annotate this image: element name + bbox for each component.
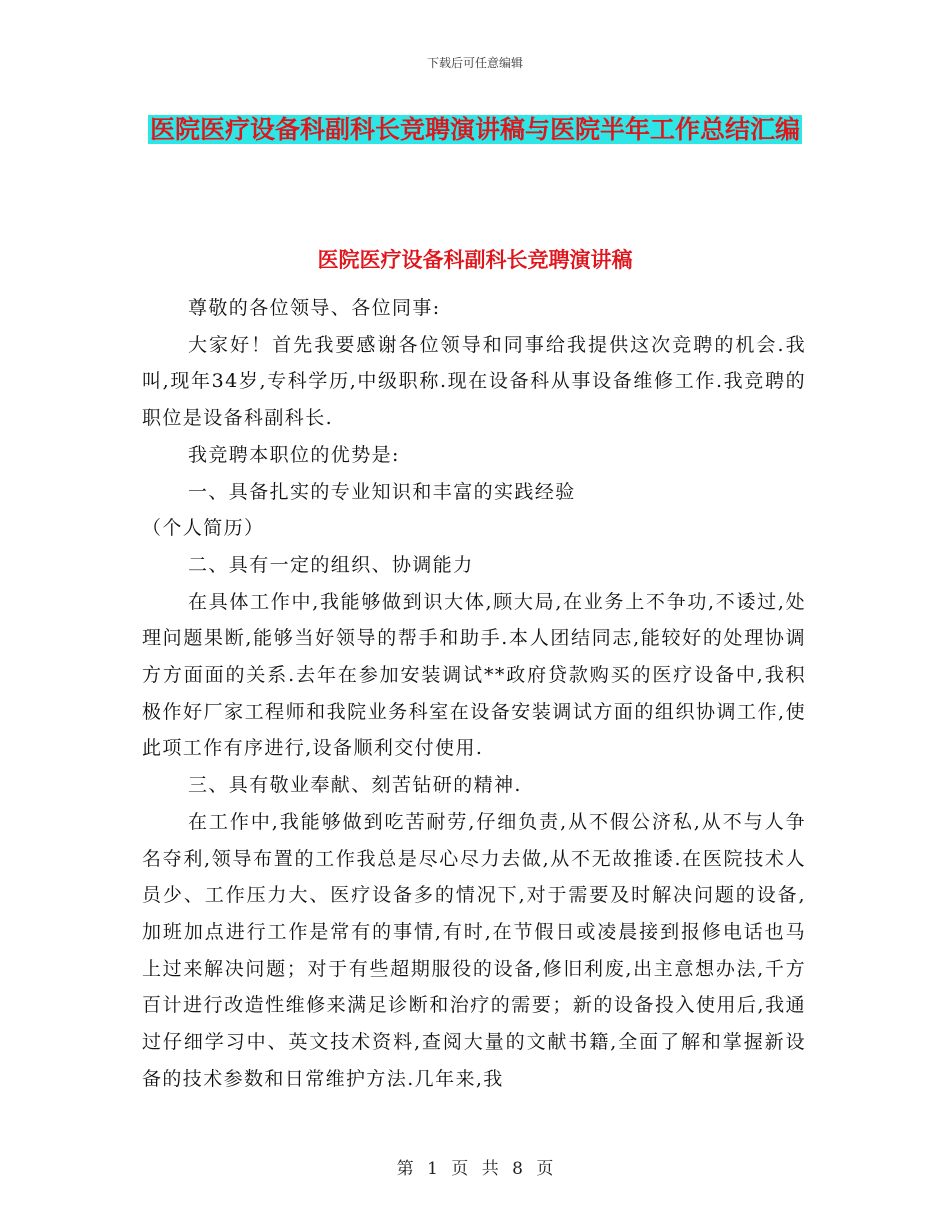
paragraph-organization: 在具体工作中,我能够做到识大体,顾大局,在业务上不争功,不诿过,处理问题果断,能够当好领导的帮手和助手.本人团结同志,能较好的处理协调方方面面的关系.去年在参加安装调试**政府贷款购买的医疗设备中,我积极作好厂家工程师和我院业务科室在设备安装调试方面的组织协调工作,使此项工作有序进行,设备顺利交付使用.: [142, 590, 806, 760]
heading-point-two: 二、具有一定的组织、协调能力: [188, 553, 474, 576]
salutation: 尊敬的各位领导、各位同事:: [188, 297, 441, 319]
heading-point-three: 三、具有敬业奉献、刻苦钻研的精神.: [188, 774, 522, 797]
document-title-text: 医院医疗设备科副科长竞聘演讲稿与医院半年工作总结汇编: [149, 115, 800, 144]
document-body: [142, 290, 806, 1097]
paragraph-advantages: 我竞聘本职位的优势是:: [188, 443, 400, 466]
paragraph-intro: 大家好！首先我要感谢各位领导和同事给我提供这次竞聘的机会.我叫,现年34岁,专科学历,中级职称.现在设备科从事设备维修工作.我竞聘的职位是设备科副科长.: [142, 333, 806, 430]
section-title: 医院医疗设备科副科长竞聘演讲稿: [317, 247, 633, 272]
resume-note: （个人简历）: [142, 517, 265, 540]
document-title: [140, 106, 810, 154]
header-note: 下载后可任意编辑: [426, 56, 523, 70]
page-footer: 第 1 页 共 8 页: [396, 1159, 554, 1179]
paragraph-dedication: 在工作中,我能够做到吃苦耐劳,仔细负责,从不假公济私,从不与人争名夺利,领导布置的工作我总是尽心尽力去做,从不无故推诿.在医院技术人员少、工作压力大、医疗设备多的情况下,对于需要及时解决问题的设备,加班加点进行工作是常有的事情,有时,在节假日或凌晨接到报修电话也马上过来解决问题；对于有些超期服役的设备,修旧利废,出主意想办法,千方百计进行改造性维修来满足诊断和治疗的需要；新的设备投入使用后,我通过仔细学习中、英文技术资料,查阅大量的文献书籍,全面了解和掌握新设备的技术参数和日常维护方法.几年来,我: [142, 810, 806, 1090]
heading-point-one: 一、具备扎实的专业知识和丰富的实践经验: [188, 480, 576, 503]
